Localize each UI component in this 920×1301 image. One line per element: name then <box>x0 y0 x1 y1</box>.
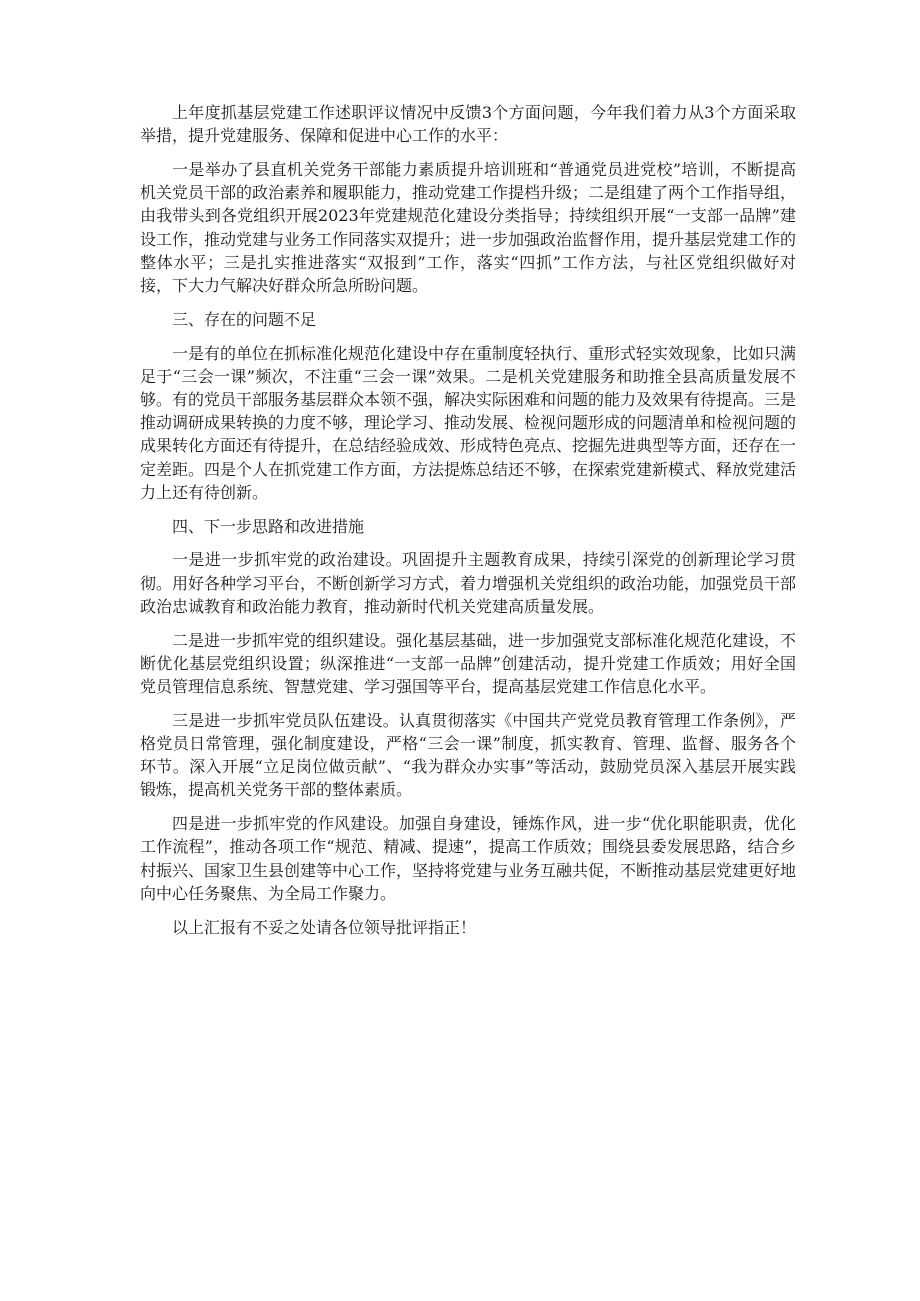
problems-paragraph: 一是有的单位在抓标准化规范化建设中存在重制度轻执行、重形式轻实效现象，比如只满足于“三会一课”频次，不注重“三会一课”效果。二是机关党建服务和助推全县高质量发展不够。有的党员干部服务基层群众本领不强，解决实际困难和问题的能力及效果有待提高。三是推动调研成果转换的力度不够，理论学习、推动发展、检视问题形成的问题清单和检视问题的成果转化方面还有待提升，在总结经验成效、形成特色亮点、挖掘先进典型等方面，还存在一定差距。四是个人在抓党建工作方面，方法提炼总结还不够，在探索党建新模式、释放党建活力上还有待创新。 <box>140 343 797 502</box>
section-heading-problems: 三、存在的问题不足 <box>172 309 317 329</box>
step-political-paragraph: 一是进一步抓牢党的政治建设。巩固提升主题教育成果，持续引深党的创新理论学习贯彻。用好各种学习平台，不断创新学习方式，着力增强机关党组织的政治功能，加强党员干部政治忠诚教育和政治能力教育，推动新时代机关党建高质量发展。 <box>140 550 797 616</box>
section-heading-next-steps: 四、下一步思路和改进措施 <box>172 516 365 536</box>
step-style-paragraph: 四是进一步抓牢党的作风建设。加强自身建设，锤炼作风，进一步“优化职能职责，优化工作流程”，推动各项工作“规范、精减、提速”，提高工作质效；围绕县委发展思路，结合乡村振兴、国家卫生县创建等中心工作，坚持将党建与业务互融共促，不断推动基层党建更好地向中心任务聚焦、为全局工作聚力。 <box>140 814 797 903</box>
step-team-paragraph: 三是进一步抓牢党员队伍建设。认真贯彻落实《中国共产党党员教育管理工作条例》，严格党员日常管理，强化制度建设，严格“三会一课”制度，抓实教育、管理、监督、服务各个环节。深入开展“立足岗位做贡献”、“我为群众办实事”等活动，鼓励党员深入基层开展实践锻炼，提高机关党务干部的整体素质。 <box>140 710 796 800</box>
step-organization-paragraph: 二是进一步抓牢党的组织建设。强化基层基础，进一步加强党支部标准化规范化建设，不断优化基层党组织设置；纵深推进“一支部一品牌”创建活动，提升党建工作质效；用好全国党员管理信息系统、智慧党建、学习强国等平台，提高基层党建工作信息化水平。 <box>140 630 797 697</box>
closing-paragraph: 以上汇报有不妥之处请各位领导批评指正！ <box>172 917 477 937</box>
measures-paragraph: 一是举办了县直机关党务干部能力素质提升培训班和“普通党员进党校”培训，不断提高机关党员干部的政治素养和履职能力，推动党建工作提档升级；二是组建了两个工作指导组，由我带头到各党组织开展2023年党建规范化建设分类指导；持续组织开展“一支部一品牌”建设工作，推动党建与业务工作同落实双提升；进一步加强政治监督作用，提升基层党建工作的整体水平；三是扎实推进落实“双报到”工作，落实“四抓”工作方法，与社区党组织做好对接，下大力气解决好群众所急所盼问题。 <box>140 160 797 296</box>
intro-paragraph: 上年度抓基层党建工作述职评议情况中反馈3个方面问题，今年我们着力从3个方面采取举措，提升党建服务、保障和促进中心工作的水平： <box>140 103 796 146</box>
document-body <box>140 101 796 949</box>
